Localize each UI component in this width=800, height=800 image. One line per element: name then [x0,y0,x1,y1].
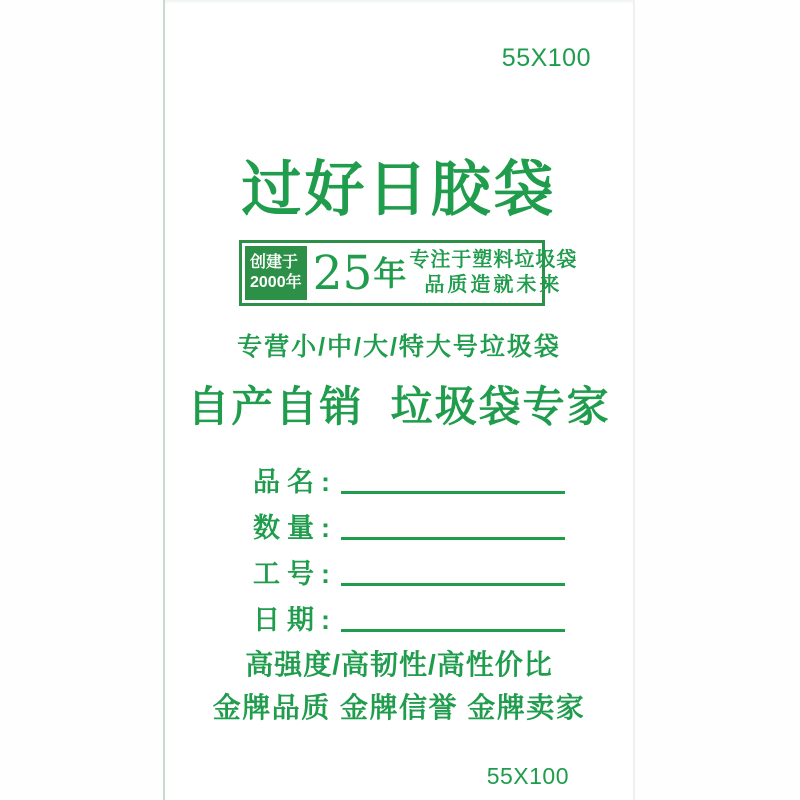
features-line: 高强度/高韧性/高性价比 [245,649,553,680]
worker-id-blank-line [341,583,565,586]
form-row-quantity [253,498,565,544]
size-spec-bottom: 55X100 [486,763,569,789]
quantity-blank-line [341,537,565,540]
date-label: 日期: [253,605,337,636]
garbage-bag-front-panel [163,0,635,800]
brand-title: 过好日胶袋 [241,156,557,223]
quantity-label: 数量: [253,513,337,544]
anniversary-banner [239,240,578,306]
years-count [307,246,410,300]
size-spec-top: 55X100 [501,44,591,72]
founded-line1: 创建于 [250,254,299,271]
anniversary-tagline-line2: 品质造就未来 [424,274,563,296]
product-name-label: 品名: [253,467,337,498]
slogan-line: 自产自销 垃圾袋专家 [187,383,611,430]
years-number: 25 [312,245,373,301]
anniversary-tagline-line1: 专注于塑料垃圾袋 [409,249,578,271]
form-row-date [253,590,565,636]
product-name-blank-line [341,491,565,494]
years-unit: 年 [373,254,407,292]
founded-year-badge [245,246,307,300]
order-form [253,452,565,636]
worker-id-label: 工号: [253,559,337,590]
specialty-sizes-line: 专营小/中/大/特大号垃圾袋 [237,333,561,361]
form-row-worker-id [253,544,565,590]
founded-line2: 2000年 [250,274,302,291]
anniversary-tagline [409,246,577,300]
form-row-product-name [253,452,565,498]
date-blank-line [341,629,565,632]
gold-quality-line: 金牌品质 金牌信誉 金牌卖家 [212,692,586,723]
